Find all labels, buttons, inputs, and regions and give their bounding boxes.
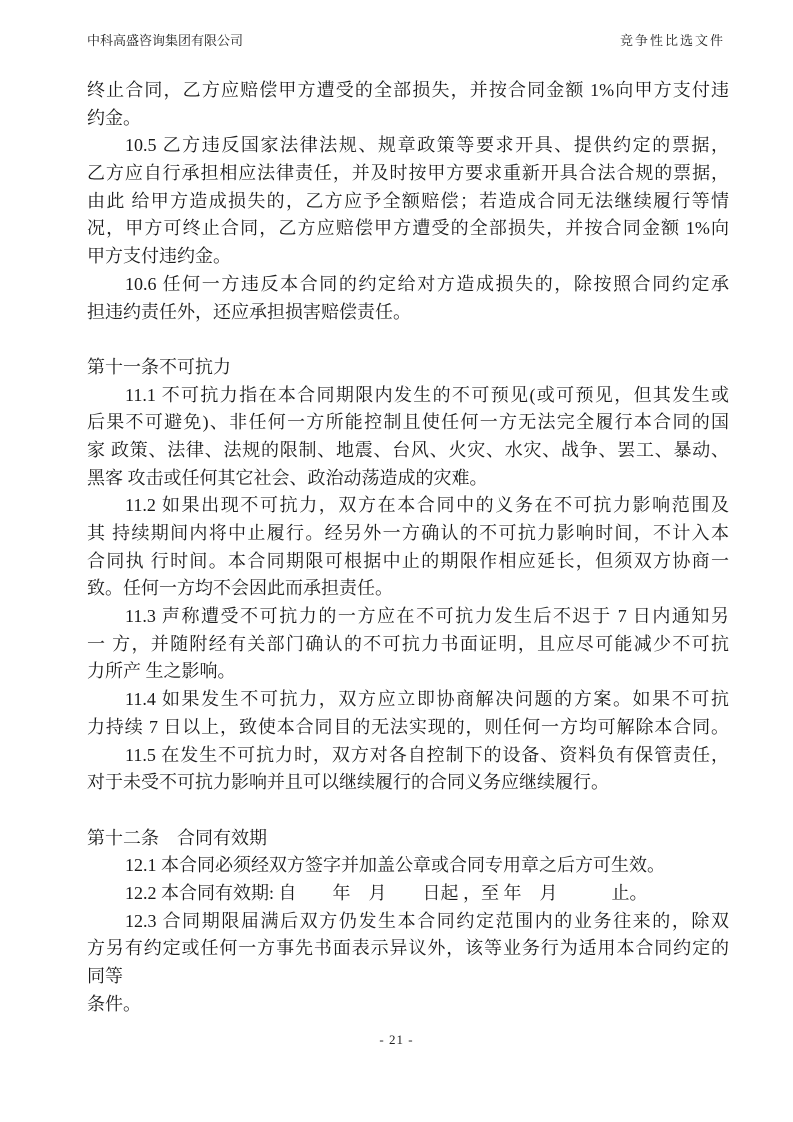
doc-line: 家 政策、法律、法规的限制、地震、台风、火灾、水灾、战争、罢工、暴动、	[87, 439, 729, 460]
doc-line: 力持续 7 日以上，致使本合同目的无法实现的，则任何一方均可解除本合同。	[87, 716, 729, 737]
doc-line: 由此 给甲方造成损失的，乙方应予全额赔偿；若造成合同无法继续履行等情	[87, 190, 729, 211]
doc-line: 11.5 在发生不可抗力时，双方对各自控制下的设备、资料负有保管责任，	[125, 744, 729, 765]
header-doc-type: 竞争性比选文件	[619, 33, 725, 48]
doc-line: 乙方应自行承担相应法律责任，并及时按甲方要求重新开具合法合规的票据，	[87, 163, 729, 184]
doc-line: 11.3 声称遭受不可抗力的一方应在不可抗力发生后不迟于 7 日内通知另	[125, 606, 729, 627]
doc-line: 甲方支付违约金。	[87, 246, 231, 267]
page-footer	[0, 1032, 793, 1048]
doc-line: 11.4 如果发生不可抗力，双方应立即协商解决问题的方案。如果不可抗	[125, 689, 729, 710]
section-heading: 第十二条 合同有效期	[87, 827, 267, 848]
doc-line: 合同执 行时间。本合同期限可根据中止的期限作相应延长，但须双方协商一	[87, 550, 729, 571]
doc-line: 12.3 合同期限届满后双方仍发生本合同约定范围内的业务往来的，除双	[125, 910, 729, 931]
doc-line: 致。任何一方均不会因此而承担责任。	[87, 578, 393, 599]
doc-line: 黑客 攻击或任何其它社会、政治动荡造成的灾难。	[87, 467, 488, 488]
doc-line: 担违约责任外，还应承担损害赔偿责任。	[87, 301, 411, 322]
blank-line	[87, 326, 729, 354]
document-body	[87, 77, 729, 1018]
doc-line: 10.5 乙方违反国家法律法规、规章政策等要求开具、提供约定的票据，	[125, 135, 729, 156]
doc-line: 一 方，并随附经有关部门确认的不可抗力书面证明，且应尽可能减少不可抗	[87, 633, 729, 654]
doc-line: 况，甲方可终止合同，乙方应赔偿甲方遭受的全部损失，并按合同金额 1%向	[87, 218, 729, 239]
doc-line: 11.2 如果出现不可抗力，双方在本合同中的义务在不可抗力影响范围及	[125, 495, 729, 516]
doc-line: 同等	[87, 966, 123, 986]
doc-line: 11.1 不可抗力指在本合同期限内发生的不可预见(或可预见，但其发生或	[125, 384, 729, 405]
blank-line	[87, 797, 729, 825]
doc-line: 对于未受不可抗力影响并且可以继续履行的合同义务应继续履行。	[87, 772, 609, 793]
doc-line: 方另有约定或任何一方事先书面表示异议外，该等业务行为适用本合同约定的	[87, 938, 729, 959]
doc-line: 力所产 生之影响。	[87, 661, 236, 682]
doc-line: 12.1 本合同必须经双方签字并加盖公章或合同专用章之后方可生效。	[125, 855, 665, 876]
doc-line: 条件。	[87, 993, 141, 1014]
page-number: - 21 -	[379, 1032, 414, 1047]
doc-line: 10.6 任何一方违反本合同的约定给对方造成损失的，除按照合同约定承	[125, 273, 729, 294]
section-heading: 第十一条不可抗力	[87, 356, 231, 377]
doc-line: 后果不可避免)、非任何一方所能控制且使任何一方无法完全履行本合同的国	[87, 412, 729, 433]
doc-line: 12.2 本合同有效期: 自 年 月 日起 ，至 年 月 止。	[125, 882, 648, 903]
doc-line: 约金。	[87, 107, 141, 128]
page-header	[87, 30, 725, 49]
doc-line: 终止合同，乙方应赔偿甲方遭受的全部损失，并按合同金额 1%向甲方支付违	[87, 80, 729, 100]
header-company-name: 中科高盛咨询集团有限公司	[87, 33, 244, 48]
doc-line: 其 持续期间内将中止履行。经另外一方确认的不可抗力影响时间，不计入本	[87, 523, 729, 543]
